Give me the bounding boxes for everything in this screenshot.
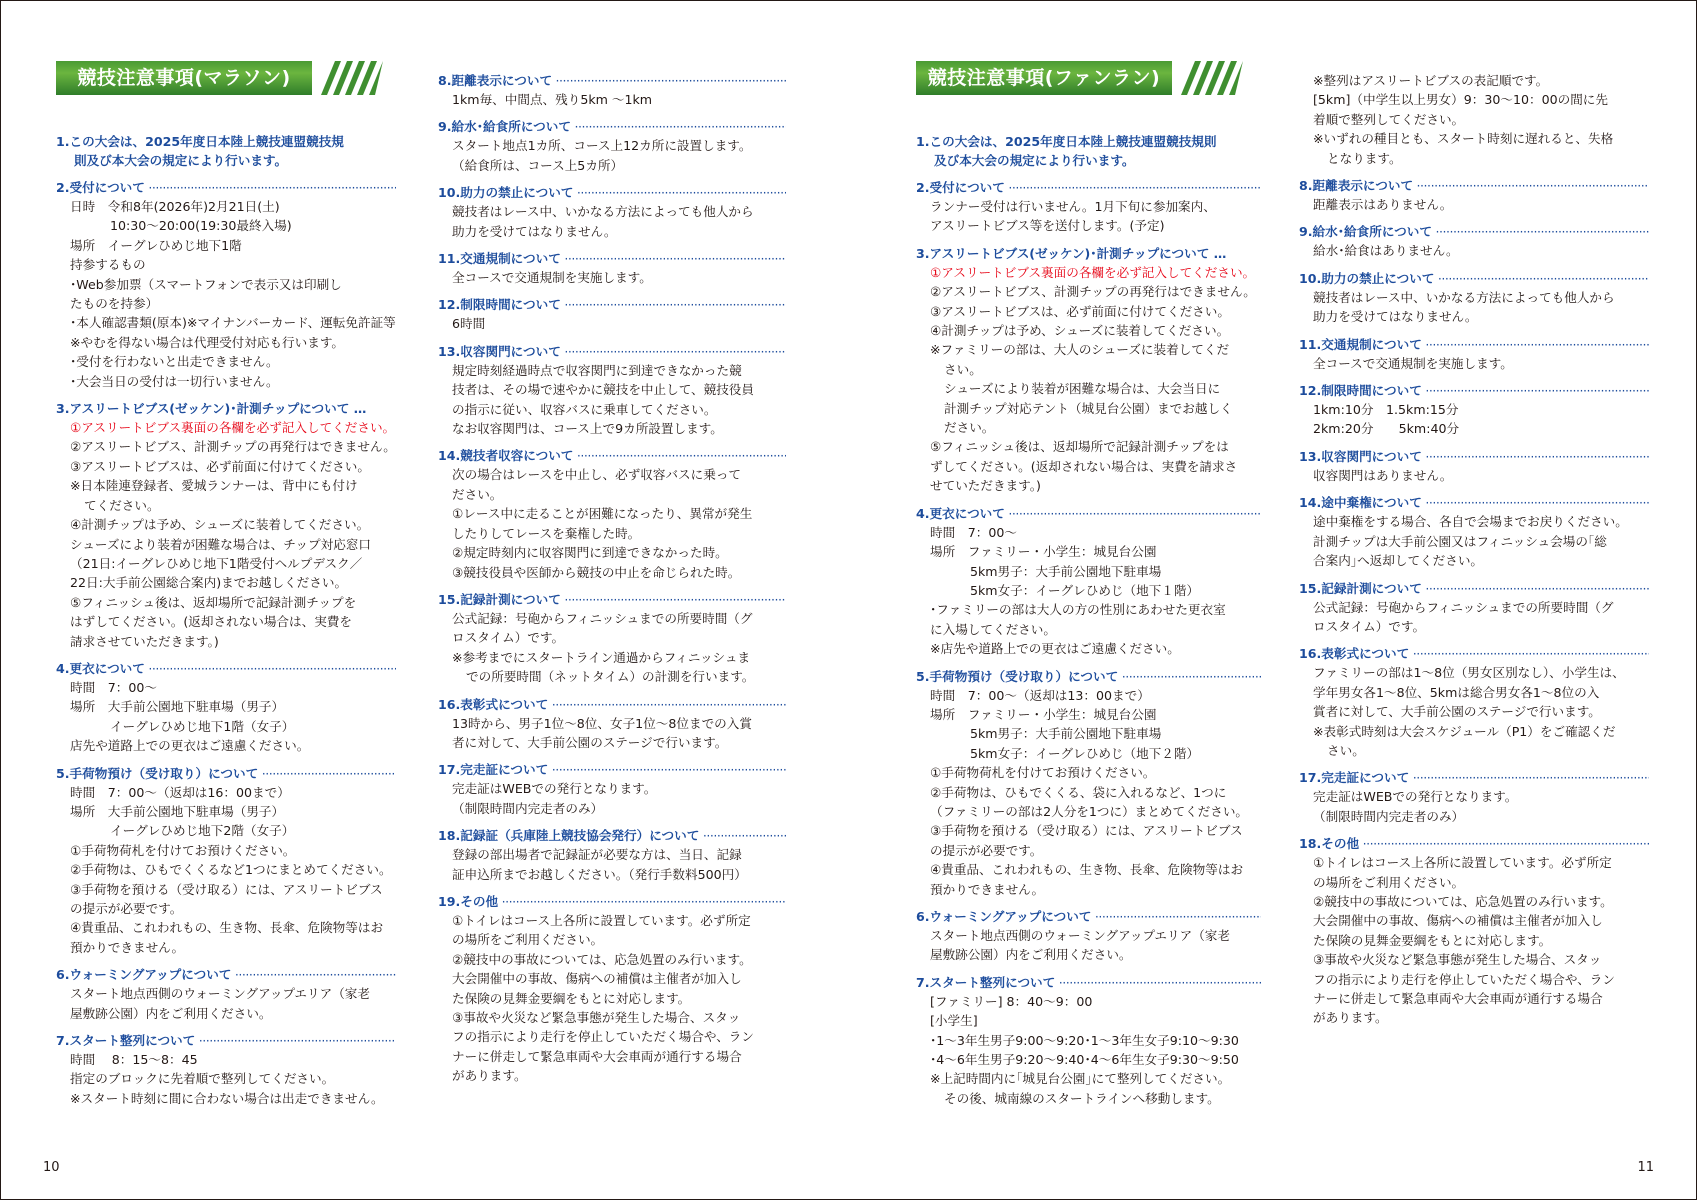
body-line: 場所 ファミリー・小学生：城見台公園 — [930, 544, 1157, 560]
section-heading: 15.記録計測について ····· — [438, 590, 786, 609]
body-line: ※いずれの種目とも、スタート時刻に遅れると、失格 — [1313, 131, 1614, 147]
body-line: 完走証はWEBでの発行となります。 — [452, 781, 657, 797]
body-line: の指示に従い、収容バスに乗車してください。 — [452, 401, 717, 417]
body-line: 賞者に対して、大手前公園のステージで行います。 — [1313, 704, 1601, 720]
notice-section — [56, 132, 396, 170]
body-line: ①手荷物荷札を付けてお預けください。 — [930, 765, 1156, 781]
body-line: 全コースで交通規制を実施します。 — [452, 270, 652, 286]
body-line: （制限時間内完走者のみ） — [452, 800, 604, 816]
body-line: 大会開催中の事故、傷病への補償は主催者が加入し — [452, 971, 742, 987]
section-heading: 8.距離表示について ····· — [1299, 176, 1649, 195]
body-line: 者に対して、大手前公園のステージで行います。 — [452, 734, 728, 750]
body-line: [ファミリー] 8：40〜9：00 — [930, 993, 1093, 1009]
section-heading: 10.助力の禁止について ····· — [438, 183, 786, 202]
body-line: ④計測チップは予め、シューズに装着してください。 — [70, 517, 370, 533]
body-line: フの指示により走行を停止していただく場合や、ラン — [1313, 971, 1615, 987]
section-heading: 6.ウォーミングアップについて ····· — [56, 965, 396, 984]
banner-stripes — [1181, 61, 1243, 95]
body-line: 預かりできません。 — [930, 881, 1045, 897]
notice-section — [1299, 447, 1649, 485]
section-heading: 14.途中棄権について ····· — [1299, 493, 1649, 512]
body-line: 5km男子：大手前公園地下駐車場 — [970, 726, 1162, 742]
body-line: ①アスリートビブス裏面の各欄を必ず記入してください。 — [930, 264, 1256, 280]
body-line: ②手荷物は、ひもでくくるなど1つにまとめてください。 — [70, 862, 392, 878]
notice-section — [916, 907, 1261, 965]
body-line: ずしてください。(返却されない場合は、実費を請求さ — [930, 458, 1238, 474]
banner-title: 競技注意事項(マラソン) — [56, 61, 312, 95]
notice-section — [916, 178, 1261, 236]
body-line: となります。 — [1327, 150, 1402, 166]
body-line: での所要時間（ネットタイム）の計測を行います。 — [466, 669, 755, 685]
body-line: ②アスリートビブス、計測チップの再発行はできません。 — [70, 439, 396, 455]
body-line: ②アスリートビブス、計測チップの再発行はできません。 — [930, 284, 1256, 300]
notice-section-continued — [1299, 71, 1649, 168]
banner-stripes — [321, 61, 383, 95]
body-line: があります。 — [452, 1068, 527, 1084]
notice-section — [56, 659, 396, 756]
notice-section — [56, 965, 396, 1023]
notice-section — [916, 504, 1261, 659]
notice-section — [1299, 493, 1649, 570]
body-line: 大会開催中の事故、傷病への補償は主催者が加入し — [1313, 913, 1603, 929]
body-line: 請求させていただきます。) — [70, 633, 219, 649]
notice-section — [438, 826, 786, 884]
notice-section — [1299, 335, 1649, 373]
body-line: 預かりできません。 — [70, 939, 185, 955]
body-line: ①手荷物荷札を付けてお預けください。 — [70, 842, 296, 858]
body-line: ※整列はアスリートビブスの表記順です。 — [1313, 73, 1549, 88]
notice-section — [1299, 381, 1649, 439]
body-line: ださい。 — [452, 486, 503, 502]
body-line: ･本人確認書類(原本)※マイナンバーカード、運転免許証等 — [70, 315, 396, 331]
body-line: さい。 — [1327, 742, 1365, 758]
body-line: 着順で整列してください。 — [1313, 111, 1465, 127]
section-heading: 12.制限時間について ····· — [1299, 381, 1649, 400]
section-heading: 11.交通規制について ····· — [1299, 335, 1649, 354]
body-line: ロスタイム）です。 — [452, 630, 565, 646]
column-funrun-1 — [916, 132, 1261, 1116]
body-line: ･大会当日の受付は一切行いません。 — [70, 373, 279, 389]
body-line: 10:30〜20:00(19:30最終入場) — [110, 218, 292, 234]
body-line: 場所 大手前公園地下駐車場（男子） — [70, 699, 285, 715]
column-marathon-1 — [56, 132, 396, 1116]
body-line: 場所 ファミリー・小学生：城見台公園 — [930, 706, 1157, 722]
body-line: 給水･給食はありません。 — [1313, 243, 1459, 259]
body-line: ･受付を行わないと出走できません。 — [70, 354, 279, 370]
body-line: はずしてください。(返却されない場合は、実費を — [70, 614, 352, 630]
body-line: スタート地点西側のウォーミングアップエリア（家老 — [930, 928, 1230, 943]
section-heading: 5.手荷物預け（受け取り）について ····· — [916, 667, 1261, 686]
section-heading: 17.完走証について ····· — [438, 760, 786, 779]
body-line: 距離表示はありません。 — [1313, 197, 1453, 213]
notice-section — [1299, 768, 1649, 826]
section-heading: 11.交通規制について ····· — [438, 249, 786, 268]
banner-title: 競技注意事項(ファンラン) — [916, 61, 1172, 95]
body-line: （ファミリーの部は2人分を1つに）まとめてください。 — [930, 803, 1249, 819]
section-heading: 13.収容関門について ····· — [438, 342, 786, 361]
body-line: （制限時間内完走者のみ） — [1313, 808, 1465, 824]
body-line: （21日:イーグレひめじ地下1階受付ヘルプデスク／ — [70, 555, 363, 571]
body-line: イーグレひめじ地下1階（女子） — [110, 718, 295, 734]
body-line: の場所をご利用ください。 — [452, 932, 604, 948]
section-heading: 4.更衣について ····· — [916, 504, 1261, 523]
notice-section — [438, 695, 786, 753]
notice-section — [438, 342, 786, 439]
body-line: アスリートビブス等を送付します。(予定) — [930, 218, 1165, 234]
section-heading: 3.アスリートビブス(ゼッケン)･計測チップについて … — [916, 245, 1227, 261]
body-line: ②競技中の事故については、応急処置のみ行います。 — [1313, 893, 1613, 909]
body-line: その後、城南線のスタートラインへ移動します。 — [944, 1090, 1220, 1106]
body-line: 全コースで交通規制を実施します。 — [1313, 355, 1513, 371]
body-line: 時間 8：15〜8：45 — [70, 1052, 198, 1068]
notice-section — [438, 760, 786, 818]
body-line: 途中棄権をする場合、各自で会場までお戻りください。 — [1313, 514, 1628, 530]
body-line: 店先や道路上での更衣はご遠慮ください。 — [70, 738, 310, 754]
body-line: ※ファミリーの部は、大人のシューズに装着してくだ — [930, 342, 1230, 358]
section-heading: 2.受付について ····· — [916, 178, 1261, 197]
column-marathon-2 — [438, 71, 786, 1094]
body-line: ③事故や火災など緊急事態が発生した場合、スタッ — [1313, 952, 1602, 968]
section-heading: 9.給水･給食所について ····· — [438, 117, 786, 136]
body-line: 1km毎、中間点、残り5km 〜1km — [452, 92, 653, 107]
section-heading: 3.アスリートビブス(ゼッケン)･計測チップについて … — [56, 401, 367, 417]
body-line: ②規定時刻内に収容関門に到達できなかった時。 — [452, 545, 728, 561]
body-line: 指定のブロックに先着順で整列してください。 — [70, 1071, 335, 1087]
body-line: ロスタイム）です。 — [1313, 618, 1426, 634]
body-line: ※表彰式時刻は大会スケジュール（P1）をご確認くだ — [1313, 723, 1616, 739]
body-line: 学年男女各1〜8位、5kmは総合男女各1〜8位の入 — [1313, 684, 1600, 700]
body-line: フの指示により走行を停止していただく場合や、ラン — [452, 1029, 754, 1045]
body-line: ③事故や火災など緊急事態が発生した場合、スタッ — [452, 1010, 741, 1025]
notice-section — [1299, 222, 1649, 260]
body-line: シューズにより装着が困難な場合は、大会当日に — [944, 381, 1221, 397]
notice-section — [56, 178, 396, 391]
body-line: 屋敷跡公園）内をご利用ください。 — [930, 947, 1132, 963]
body-line: 証申込所までお越しください。（発行手数料500円） — [452, 866, 747, 882]
section-heading: 2.受付について ····· — [56, 178, 396, 197]
section-heading-cont: 則及び本大会の規定により行います。 — [74, 153, 288, 168]
column-funrun-2 — [1299, 71, 1649, 1036]
body-line: 6時間 — [452, 316, 486, 332]
body-line: ※参考までにスタートライン通過からフィニッシュま — [452, 649, 751, 665]
body-line: [5km]（中学生以上男女）9：30〜10：00の間に先 — [1313, 92, 1608, 108]
body-line: ※やむを得ない場合は代理受付対応も行います。 — [70, 334, 345, 350]
section-heading: 8.距離表示について ····· — [438, 71, 786, 90]
body-line: たものを持参） — [70, 296, 159, 312]
body-line: なお収容関門は、コース上で9カ所設置します。 — [452, 421, 723, 437]
body-line: ※上記時間内に｢城見台公園｣にて整列してください。 — [930, 1071, 1231, 1087]
body-line: 日時 令和8年(2026年)2月21日(土) — [70, 199, 280, 214]
body-line: 時間 7：00〜 — [70, 679, 158, 695]
body-line: 場所 イーグレひめじ地下1階 — [70, 237, 242, 253]
body-line: 公式記録：号砲からフィニッシュまでの所要時間（グ — [452, 610, 753, 626]
section-heading: 18.記録証（兵庫陸上競技協会発行）について ····· — [438, 826, 786, 845]
notice-section — [1299, 269, 1649, 327]
body-line: せていただきます。) — [930, 478, 1041, 494]
notice-section — [916, 244, 1261, 496]
body-line: ださい。 — [944, 420, 995, 436]
body-line: ①トイレはコース上各所に設置しています。必ず所定 — [1313, 855, 1612, 871]
body-line: 場所 大手前公園地下駐車場（男子） — [70, 803, 285, 819]
notice-section — [1299, 579, 1649, 637]
body-line: 5km女子：イーグレひめじ（地下２階） — [970, 745, 1200, 761]
body-line: ⑤フィニッシュ後は、返却場所で記録計測チップをは — [930, 439, 1229, 455]
section-heading: 13.収容関門について ····· — [1299, 447, 1649, 466]
body-line: ナーに併走して緊急車両や大会車両が通行する場合 — [452, 1048, 742, 1064]
section-heading: 14.競技者収容について ····· — [438, 446, 786, 465]
notice-section — [438, 446, 786, 581]
body-line: 競技者はレース中、いかなる方法によっても他人から — [1313, 289, 1615, 305]
body-line: があります。 — [1313, 1010, 1388, 1026]
body-line: 時間 7：00〜（返却は16：00まで） — [70, 784, 290, 800]
body-line: ･1〜3年生男子9:00〜9:20･1〜3年生女子9:10〜9:30 — [930, 1032, 1239, 1048]
body-line: ⑤フィニッシュ後は、返却場所で記録計測チップを — [70, 594, 357, 610]
body-line: ③手荷物を預ける（受け取る）には、アスリートビブス — [930, 823, 1243, 839]
body-line: ③手荷物を預ける（受け取る）には、アスリートビブス — [70, 881, 383, 897]
section-heading: 15.記録計測について ····· — [1299, 579, 1649, 598]
body-line: ④計測チップは予め、シューズに装着してください。 — [930, 323, 1230, 339]
section-heading: 9.給水･給食所について ····· — [1299, 222, 1649, 241]
body-line: ①レース中に走ることが困難になったり、異常が発生 — [452, 506, 753, 522]
section-heading: 17.完走証について ····· — [1299, 768, 1649, 787]
body-line: 助力を受けてはなりません。 — [1313, 309, 1478, 325]
section-heading: 7.スタート整列について ····· — [56, 1031, 396, 1050]
body-line: てください。 — [84, 497, 160, 513]
body-line: 規定時刻経過時点で収容関門に到達できなかった競 — [452, 362, 742, 378]
body-line: 収容関門はありません。 — [1313, 467, 1453, 483]
body-line: 5km女子：イーグレひめじ（地下１階） — [970, 582, 1200, 598]
notice-section — [1299, 176, 1649, 214]
section-heading: 6.ウォーミングアップについて ····· — [916, 907, 1261, 926]
body-line: 計測チップ対応テント（城見台公園）までお越しく — [944, 400, 1233, 416]
body-line: 時間 7：00〜（返却は13：00まで） — [930, 687, 1150, 703]
body-line: た保険の見舞金要綱をもとに対応します。 — [1313, 932, 1552, 948]
body-line: ※日本陸連登録者、愛城ランナーは、背中にも付け — [70, 478, 358, 494]
body-line: 助力を受けてはなりません。 — [452, 223, 617, 239]
body-line: 登録の部出場者で記録証が必要な方は、当日、記録 — [452, 847, 742, 863]
body-line: 公式記録：号砲からフィニッシュまでの所要時間（グ — [1313, 599, 1614, 615]
body-line: シューズにより装着が困難な場合は、チップ対応窓口 — [70, 536, 371, 552]
body-line: 計測チップは大手前公園又はフィニッシュ会場の｢総 — [1313, 533, 1607, 549]
section-heading: 12.制限時間について ····· — [438, 295, 786, 314]
section-heading: 1.この大会は、2025年度日本陸上競技連盟競技規則 — [916, 134, 1217, 149]
body-line: 次の場合はレースを中止し、必ず収容バスに乗って — [452, 467, 742, 483]
body-line: ④貴重品、これわれもの、生き物、長傘、危険物等はお — [930, 862, 1244, 878]
body-line: ･4〜6年生男子9:20〜9:40･4〜6年生女子9:30〜9:50 — [930, 1052, 1239, 1068]
body-line: 競技者はレース中、いかなる方法によっても他人から — [452, 204, 754, 220]
section-heading: 5.手荷物預け（受け取り）について ····· — [56, 764, 396, 783]
body-line: ③競技役員や医師から競技の中止を命じられた時。 — [452, 564, 741, 580]
body-line: イーグレひめじ地下2階（女子） — [110, 823, 295, 839]
notice-section — [438, 295, 786, 333]
body-line: ･Web参加票（スマートフォンで表示又は印刷し — [70, 276, 342, 292]
body-line: 技者は、その場で速やかに競技を中止して、競技役員 — [452, 382, 754, 398]
section-heading: 4.更衣について ····· — [56, 659, 396, 678]
body-line: 持参するもの — [70, 257, 146, 273]
body-line: ※スタート時刻に間に合わない場合は出走できません。 — [70, 1090, 384, 1106]
body-line: ③アスリートビブスは、必ず前面に付けてください。 — [930, 303, 1230, 319]
notice-section — [438, 71, 786, 109]
body-line: ※店先や道路上での更衣はご遠慮ください。 — [930, 641, 1180, 657]
body-line: 2km:20分 5km:40分 — [1313, 421, 1460, 437]
notice-section — [916, 973, 1261, 1108]
page-number-left: 10 — [43, 1160, 60, 1175]
section-heading: 7.スタート整列について ····· — [916, 973, 1261, 992]
body-line: ③アスリートビブスは、必ず前面に付けてください。 — [70, 458, 370, 474]
notice-section — [438, 892, 786, 1086]
notice-section — [916, 667, 1261, 899]
body-line: ①トイレはコース上各所に設置しています。必ず所定 — [452, 912, 751, 928]
body-line: 時間 7：00〜 — [930, 524, 1018, 540]
body-line: ファミリーの部は1〜8位（男女区別なし）、小学生は、 — [1313, 665, 1625, 681]
notice-section — [1299, 834, 1649, 1028]
body-line: ②競技中の事故については、応急処置のみ行います。 — [452, 951, 752, 967]
section-heading: 16.表彰式について ····· — [1299, 644, 1649, 663]
section-heading: 10.助力の禁止について ····· — [1299, 269, 1649, 288]
body-line: の提示が必要です。 — [930, 842, 1043, 858]
section-heading: 1.この大会は、2025年度日本陸上競技連盟競技規 — [56, 134, 344, 149]
body-line: 屋敷跡公園）内をご利用ください。 — [70, 1005, 272, 1021]
body-line: 1km:10分 1.5km:15分 — [1313, 402, 1459, 418]
body-line: 5km男子：大手前公園地下駐車場 — [970, 563, 1162, 579]
notice-section — [56, 399, 396, 651]
section-heading: 19.その他 ····· — [438, 892, 786, 911]
section-heading: 18.その他 ····· — [1299, 834, 1649, 853]
body-line: 22日:大手前公園総合案内)までお越しください。 — [70, 575, 348, 591]
notice-section — [56, 1031, 396, 1108]
body-line: に入場してください。 — [930, 621, 1056, 637]
notice-section — [438, 590, 786, 687]
notice-section — [916, 132, 1261, 170]
notice-section — [438, 117, 786, 175]
section-heading: 16.表彰式について ····· — [438, 695, 786, 714]
body-line: （給食所は、コース上5カ所） — [452, 157, 624, 173]
body-line: ･ファミリーの部は大人の方の性別にあわせた更衣室 — [930, 602, 1226, 618]
body-line: ナーに併走して緊急車両や大会車両が通行する場合 — [1313, 991, 1603, 1006]
body-line: スタート地点西側のウォーミングアップエリア（家老 — [70, 986, 370, 1002]
body-line: ランナー受付は行いません。1月下旬に参加案内、 — [930, 199, 1216, 214]
body-line: 完走証はWEBでの発行となります。 — [1313, 789, 1518, 805]
body-line: た保険の見舞金要綱をもとに対応します。 — [452, 990, 691, 1006]
body-line: ①アスリートビブス裏面の各欄を必ず記入してください。 — [70, 420, 396, 436]
body-line: ④貴重品、これわれもの、生き物、長傘、危険物等はお — [70, 920, 384, 936]
body-line: 13時から、男子1位〜8位、女子1位〜8位までの入賞 — [452, 715, 752, 731]
body-line: したりしてレースを棄権した時。 — [452, 525, 641, 541]
page-number-right: 11 — [1637, 1160, 1654, 1175]
body-line: スタート地点1カ所、コース上12カ所に設置します。 — [452, 138, 752, 154]
notice-section — [56, 764, 396, 958]
body-line: 合案内｣へ返却してください。 — [1313, 553, 1484, 569]
section-heading-cont: 及び本大会の規定により行います。 — [934, 153, 1135, 168]
body-line: の場所をご利用ください。 — [1313, 874, 1465, 890]
body-line: の提示が必要です。 — [70, 901, 183, 916]
notice-section — [438, 183, 786, 241]
body-line: ②手荷物は、ひもでくくる、袋に入れるなど、1つに — [930, 784, 1227, 800]
body-line: [小学生] — [930, 1013, 978, 1029]
body-line: さい。 — [944, 361, 982, 377]
notice-section — [1299, 644, 1649, 760]
notice-section — [438, 249, 786, 287]
